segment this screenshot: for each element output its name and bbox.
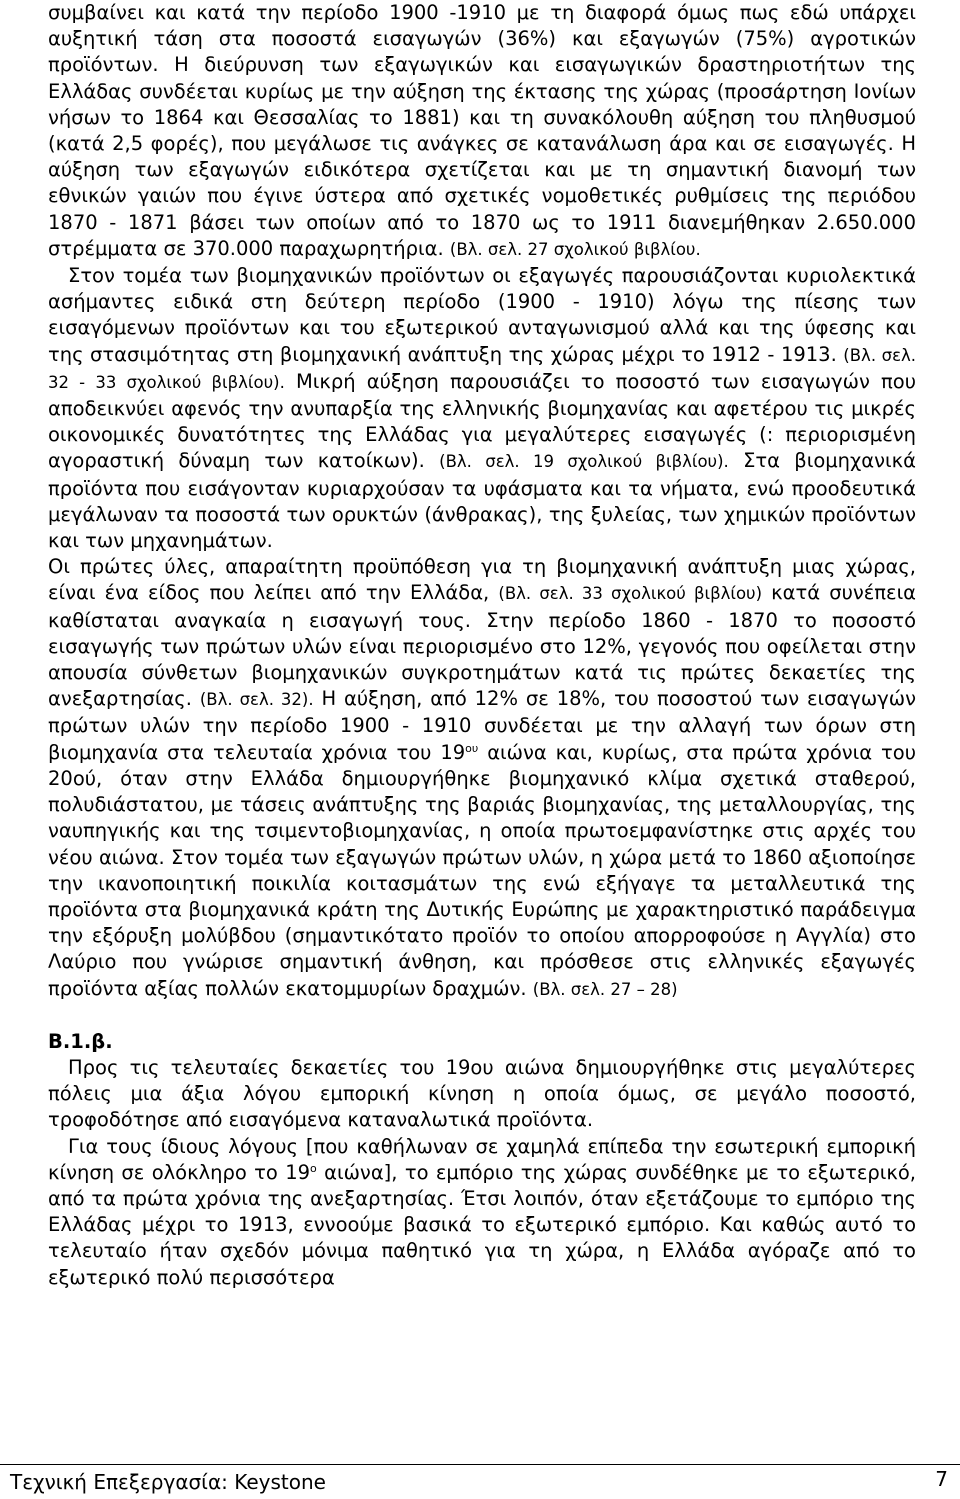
paragraph-4: Προς τις τελευταίες δεκαετίες του 19ου αιώνα δημιουργήθηκε στις μεγαλύτερες πόλεις μια άξια λόγου εμπορική κίνηση η οποία όμως, σε μεγάλο ποσοστό, τροφοδότησε από εισαγόμενα καταναλωτικά προϊόντα.: [48, 1055, 916, 1132]
footer-credit: Τεχνική Επεξεργασία: Keystone: [10, 1470, 326, 1494]
paragraph-3-text-d: αιώνα και, κυρίως, στα πρώτα χρόνια του 20ού, όταν στην Ελλάδα δημιουργήθηκε βιομηχανικό κλίμα σχετικά σταθερού, πολυδιάστατου, με τάσεις ανάπτυξης της βαριάς βιομηχανίας, της μεταλλουργίας, της ναυπηγικής και της τσιμεντοβιομηχανίας, η οποία πρωτοεμφανίστηκε στις αρχές του νέου αιώνα. Στον τομέα των εξαγωγών πρώτων υλών, η χώρα μετά το 1860 αξιοποίησε την ικανοποιητική ποικιλία κοιτασμάτων της ενώ εξήγαγε τα μεταλλευτικά της προϊόντα στα βιομηχανικά κράτη της Δυτικής Ευρώπης με χαρακτηριστικό παράδειγμα την εξόρυξη μολύβδου (σημαντικότατο προϊόν το οποίου απορροφούσε η Αγγλία) στο Λαύριο που γνώρισε σημαντική άνθηση, και πρόσθεσε στις ελληνικές εξαγωγές προϊόντα αξίας πολλών εκατομμυρίων δραχμών.: [48, 740, 917, 1000]
reference-note: (Βλ. σελ. 32 - 33 σχολικού βιβλίου).: [48, 345, 916, 392]
body-text: [48, 0, 916, 1291]
reference-note: (Βλ. σελ. 27 – 28): [532, 979, 678, 999]
superscript: ου: [465, 741, 479, 755]
paragraph-3-text-b: κατά συνέπεια καθίσταται αναγκαία η εισαγωγή τους. Στην περίοδο 1860 - 1870 το ποσοστό εισαγωγής των πρώτων υλών είναι περιορισμένο στο 12%, γεγονός που οφείλεται στην απουσία σύνθετων βιομηχανικών συγκροτημάτων κατά τις πρώτες δεκαετίες της ανεξαρτησίας.: [48, 581, 917, 711]
paragraph-1-text: συμβαίνει και κατά την περίοδο 1900 -1910 με τη διαφορά όμως πως εδώ υπάρχει αυξητική τάση στα ποσοστά εισαγωγών (36%) και εξαγωγών (75%) αγροτικών προϊόντων. Η διεύρυνση των εξαγωγικών και εισαγωγικών δραστηριοτήτων της Ελλάδας συνδέεται κυρίως με την αύξηση της έκτασης της χώρας (προσάρτηση Ιονίων νήσων το 1864 και Θεσσαλίας το 1881) και τη συνακόλουθη αύξηση του πληθυσμού (κατά 2,5 φορές), που μεγάλωσε τις ανάγκες σε κατανάλωση άρα και σε εισαγωγές. Η αύξηση των εξαγωγών ειδικότερα σχετίζεται και με τη σημαντική διανομή των εθνικών γαιών που έγινε ύστερα από σχετικές νομοθετικές ρυθμίσεις της περιόδου 1870 - 1871 βάσει των οποίων από το 1870 ως το 1911 διανεμήθηκαν 2.650.000 στρέμματα σε 370.000 παραχωρητήρια.: [48, 1, 916, 260]
reference-note: (Βλ. σελ. 27 σχολικού βιβλίου.: [449, 239, 701, 259]
footer-divider: [0, 1464, 960, 1465]
paragraph-2: [48, 263, 916, 554]
paragraph-3: [48, 554, 916, 1002]
paragraph-3-text-c: Η αύξηση, από 12% σε 18%, του ποσοστού των εισαγωγών πρώτων υλών την περίοδο 1900 - 1910 συνδέεται με την αλλαγή των όρων στη βιομηχανία στα τελευταία χρόνια του 19: [48, 687, 916, 764]
paragraph-2-text-b: Μικρή αύξηση παρουσιάζει το ποσοστό των εισαγωγών που αποδεικνύει αφενός την ανυπαρξία της ελληνικής βιομηχανίας και αφετέρου τις μικρές οικονομικές δυνατότητες της Ελλάδας για μεγαλύτερες εισαγωγές (: περιορισμένη αγοραστική δύναμη των κατοίκων).: [48, 369, 916, 473]
reference-note: (Βλ. σελ. 32).: [199, 690, 314, 710]
paragraph-2-text-a: Στον τομέα των βιομηχανικών προϊόντων οι εξαγωγές παρουσιάζονται κυριολεκτικά ασήμαντες ειδικά στη δεύτερη περίοδο (1900 - 1910) λόγω της πίεσης των εισαγόμενων προϊόντων και του εξωτερικού ανταγωνισμού αλλά και της ύφεσης και της στασιμότητας στη βιομηχανική ανάπτυξη της χώρας μέχρι το 1912 - 1913.: [48, 264, 916, 366]
paragraph-1: [48, 0, 916, 263]
paragraph-3-text-a: Οι πρώτες ύλες, απαραίτητη προϋπόθεση για τη βιομηχανική ανάπτυξη μιας χώρας, είναι ένα είδος που λείπει από την Ελλάδα,: [48, 555, 916, 605]
reference-note: (Βλ. σελ. 33 σχολικού βιβλίου): [498, 584, 763, 604]
section-heading: Β.1.β.: [48, 1029, 113, 1053]
page-number: 7: [935, 1467, 948, 1491]
paragraph-5-text-a: Για τους ίδιους λόγους [που καθήλωναν σε χαμηλά επίπεδα την εσωτερική εμπορική κίνηση σε ολόκληρο το 19: [48, 1134, 916, 1184]
reference-note: (Βλ. σελ. 19 σχολικού βιβλίου).: [439, 452, 729, 472]
paragraph-5-text-b: αιώνα], το εμπόριο της χώρας συνδέθηκε με το εξωτερικό, από τα πρώτα χρόνια της ανεξαρτησίας. Έτσι λοιπόν, όταν εξετάζουμε το εμπόριο της Ελλάδας μέχρι το 1913, εννοούμε βασικά το εξωτερικό εμπόριο. Και καθώς αυτό το τελευταίο ήταν σχεδόν μόνιμα παθητικό για τη χώρα, η Ελλάδα αγόραζε από το εξωτερικό πολύ περισσότερα: [48, 1160, 917, 1289]
paragraph-5: [48, 1134, 916, 1291]
paragraph-2-text-c: Στα βιομηχανικά προϊόντα που εισάγονταν κυριαρχούσαν τα υφάσματα και τα νήματα, ενώ προοδευτικά μεγάλωναν τα ποσοστά των ορυκτών (άνθρακας), της ξυλείας, των χημικών προϊόντων και των μηχανημάτων.: [48, 449, 917, 553]
superscript: ο: [310, 1161, 317, 1175]
